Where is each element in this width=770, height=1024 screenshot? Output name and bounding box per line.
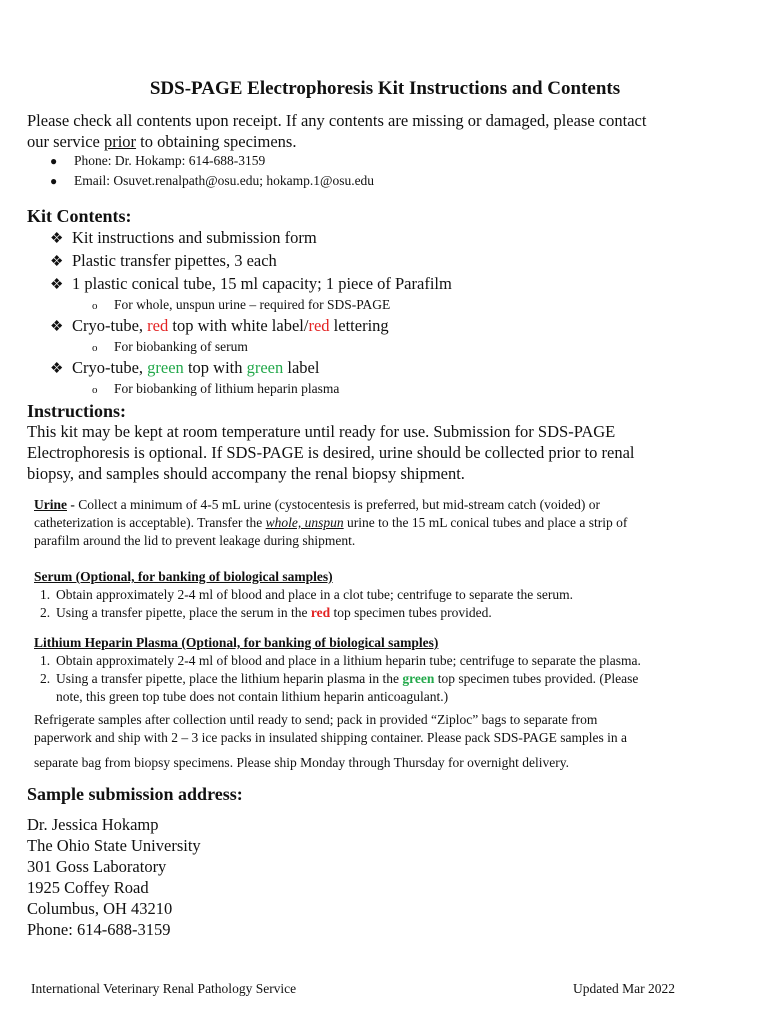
kit-item-text: top with white label/ (168, 316, 309, 335)
plasma-heading: Lithium Heparin Plasma (Optional, for banking of biological samples) (34, 635, 439, 650)
kit-subitem-text: For biobanking of serum (114, 339, 248, 354)
plasma-step-text: top specimen tubes provided. (Please (434, 671, 639, 686)
footer-organization: International Veterinary Renal Pathology Service (31, 981, 297, 996)
bullet-icon: ● (50, 154, 58, 168)
address-line: The Ohio State University (27, 836, 201, 855)
plasma-step-continuation: note, this green top tube does not contain lithium heparin anticoagulant.) (56, 689, 449, 704)
step-number: 1. (40, 587, 51, 602)
urine-line-1 (34, 496, 734, 514)
serum-step-text: Using a transfer pipette, place the serum in the (56, 605, 311, 620)
serum-step (40, 604, 744, 622)
kit-contents-list (50, 227, 750, 399)
diamond-bullet-icon: ❖ (50, 254, 64, 270)
instructions-line: biopsy, and samples should accompany the renal biopsy shipment. (27, 464, 465, 483)
urine-text: Collect a minimum of 4-5 mL urine (cystocentesis is preferred, but mid-stream catch (voided) or (78, 497, 600, 512)
serum-section (34, 568, 744, 622)
address-line: 301 Goss Laboratory (27, 857, 167, 876)
kit-item (50, 357, 750, 380)
green-word: green (402, 671, 435, 686)
serum-step-text: Obtain approximately 2-4 ml of blood and place in a clot tube; centrifuge to separate the serum. (56, 587, 573, 602)
diamond-bullet-icon: ❖ (50, 231, 64, 247)
plasma-step-text: Using a transfer pipette, place the lithium heparin plasma in the (56, 671, 403, 686)
address-line: 1925 Coffey Road (27, 878, 149, 897)
bullet-icon: ● (50, 174, 58, 188)
instructions-line: Electrophoresis is optional. If SDS-PAGE is desired, urine should be collected prior to renal (27, 443, 635, 462)
plasma-step (40, 670, 754, 688)
urine-dash: - (67, 497, 79, 512)
circle-bullet-icon: o (92, 300, 98, 312)
instructions-heading: Instructions: (27, 401, 127, 421)
shipping-line: paperwork and ship with 2 – 3 ice packs in insulated shipping container. Please pack SDS-PAGE samples in a (34, 730, 628, 745)
red-word: red (310, 605, 331, 620)
kit-item (50, 227, 750, 250)
intro-prior-emphasis: prior (103, 132, 137, 151)
footer-updated-date: Updated Mar 2022 (573, 981, 675, 996)
shipping-line: Refrigerate samples after collection until ready to send; pack in provided “Ziploc” bags to separate from (34, 712, 598, 727)
circle-bullet-icon: o (92, 384, 98, 396)
red-word: red (308, 316, 330, 335)
instructions-line: This kit may be kept at room temperature until ready for use. Submission for SDS-PAGE (27, 422, 616, 441)
urine-text: catheterization is acceptable). Transfer the (34, 515, 266, 530)
kit-subitem (92, 338, 750, 357)
green-word: green (246, 358, 284, 377)
address-line: Phone: 614-688-3159 (27, 920, 171, 939)
kit-item-text: Cryo-tube, (72, 316, 148, 335)
kit-subitem (92, 380, 750, 399)
serum-step (40, 586, 744, 604)
intro-text: our service (27, 132, 104, 151)
page-title: SDS-PAGE Electrophoresis Kit Instructions and Contents (149, 78, 621, 99)
kit-subitem-text: For biobanking of lithium heparin plasma (114, 381, 340, 396)
kit-subitem (92, 296, 750, 315)
urine-line-3: parafilm around the lid to prevent leakage during shipment. (34, 533, 356, 548)
urine-emphasis: whole, unspun (265, 515, 344, 530)
kit-contents-heading: Kit Contents: (27, 206, 132, 226)
kit-item (50, 273, 750, 296)
kit-item-text: Plastic transfer pipettes, 3 each (72, 251, 277, 270)
kit-item-text: lettering (329, 316, 389, 335)
address-line: Dr. Jessica Hokamp (27, 815, 159, 834)
contact-list (50, 152, 374, 190)
step-number: 2. (40, 605, 51, 620)
intro-text-end: to obtaining specimens. (136, 132, 297, 151)
shipping-paragraph (34, 711, 754, 772)
intro-line-2 (27, 131, 747, 152)
contact-email (50, 172, 374, 190)
kit-item-text: 1 plastic conical tube, 15 ml capacity; 1 piece of Parafilm (72, 274, 452, 293)
kit-item-text: top with (183, 358, 247, 377)
plasma-step (40, 652, 754, 670)
urine-line-2 (34, 514, 734, 532)
contact-phone-text: Phone: Dr. Hokamp: 614-688-3159 (74, 153, 266, 168)
address-line: Columbus, OH 43210 (27, 899, 173, 918)
contact-email-text: Email: Osuvet.renalpath@osu.edu; hokamp.1@osu.edu (74, 173, 375, 188)
plasma-step-text: Obtain approximately 2-4 ml of blood and place in a lithium heparin tube; centrifuge to separate the plasma. (56, 653, 641, 668)
diamond-bullet-icon: ❖ (50, 361, 64, 377)
intro-line-1: Please check all contents upon receipt. If any contents are missing or damaged, please contact (27, 111, 647, 130)
kit-subitem-text: For whole, unspun urine – required for SDS-PAGE (114, 297, 391, 312)
serum-heading: Serum (Optional, for banking of biological samples) (34, 569, 333, 584)
kit-item (50, 250, 750, 273)
urine-section (34, 496, 734, 550)
kit-item-text: label (283, 358, 320, 377)
contact-phone (50, 152, 374, 170)
step-number: 2. (40, 671, 51, 686)
plasma-section (34, 634, 754, 706)
green-word: green (147, 358, 184, 377)
address-heading: Sample submission address: (27, 784, 243, 804)
red-word: red (147, 316, 169, 335)
kit-item-text: Kit instructions and submission form (72, 228, 317, 247)
kit-item-text: Cryo-tube, (72, 358, 148, 377)
diamond-bullet-icon: ❖ (50, 319, 64, 335)
circle-bullet-icon: o (92, 342, 98, 354)
shipping-line: separate bag from biopsy specimens. Please ship Monday through Thursday for overnight delivery. (34, 755, 570, 770)
diamond-bullet-icon: ❖ (50, 277, 64, 293)
urine-text: urine to the 15 mL conical tubes and place a strip of (343, 515, 628, 530)
instructions-paragraph (27, 421, 747, 484)
urine-label: Urine (34, 497, 67, 512)
intro-paragraph (27, 110, 747, 152)
address-block (27, 814, 201, 940)
kit-item (50, 315, 750, 338)
serum-step-text: top specimen tubes provided. (330, 605, 492, 620)
step-number: 1. (40, 653, 51, 668)
